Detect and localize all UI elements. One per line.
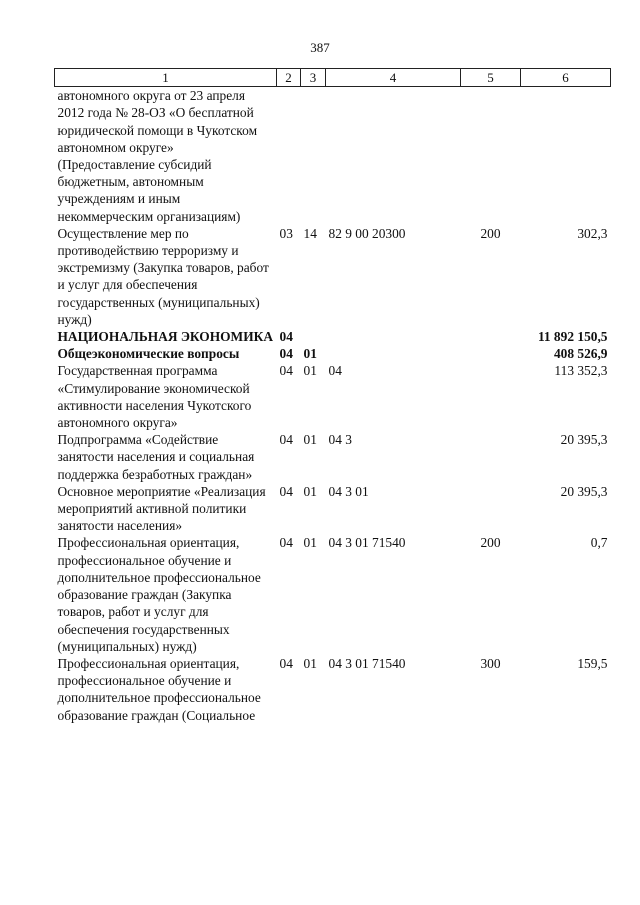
row-amount: 11 892 150,5 (537, 329, 608, 345)
row-amount: 302,3 (577, 225, 608, 241)
row-section: 04 (279, 655, 293, 671)
row-amount: 20 395,3 (560, 432, 608, 448)
row-amount (521, 87, 611, 225)
row-name: Государственная программа «Стимулирование экономической активности населения Чукотского автономного округа» (57, 363, 252, 431)
row-expense-type (461, 431, 521, 483)
row-subsection: 01 (303, 432, 317, 448)
row-section (277, 87, 301, 225)
table-row (55, 483, 611, 535)
row-expense-type (461, 87, 521, 225)
row-name: автономного округа от 23 апреля 2012 года № 28-ОЗ «О бесплатной юридической помощи в Чукотском автономном округе» (Предоставление субсидий бюджетным, автономным учреждениям и иным некоммерческим организациям) (57, 88, 258, 224)
budget-table (54, 68, 611, 724)
row-subsection: 01 (303, 535, 317, 551)
table-row (55, 87, 611, 225)
column-header: 3 (301, 69, 326, 87)
row-subsection: 01 (303, 483, 317, 499)
column-header: 2 (277, 69, 301, 87)
row-expense-type: 200 (480, 535, 501, 551)
row-target-code: 04 3 (328, 432, 352, 448)
row-section: 03 (279, 225, 293, 241)
row-target-code: 04 3 01 71540 (328, 535, 406, 551)
table-header-row (55, 69, 611, 87)
row-target-code: 04 3 01 71540 (328, 655, 406, 671)
row-expense-type (461, 483, 521, 535)
row-subsection: 14 (303, 225, 317, 241)
row-amount: 20 395,3 (560, 483, 608, 499)
row-expense-type: 200 (480, 225, 501, 241)
table-row (55, 362, 611, 431)
row-amount: 113 352,3 (554, 363, 608, 379)
row-section: 04 (279, 346, 293, 362)
row-name: Подпрограмма «Содействие занятости населения и социальная поддержка безработных граждан» (57, 432, 255, 482)
row-amount: 408 526,9 (553, 346, 608, 362)
column-header: 4 (326, 69, 461, 87)
row-expense-type (461, 362, 521, 431)
table-row (55, 328, 611, 345)
row-section: 04 (279, 535, 293, 551)
table-row (55, 431, 611, 483)
row-target-code: 04 (328, 363, 342, 379)
row-target-code: 82 9 00 20300 (328, 225, 406, 241)
row-subsection: 01 (303, 363, 317, 379)
row-target-code (326, 328, 461, 345)
row-name: Основное мероприятие «Реализация мероприятий активной политики занятости населения» (57, 483, 266, 534)
row-name: Профессиональная ориентация, профессиональное обучение и дополнительное профессиональное образование граждан (Закупка товаров, работ и услуг для обеспечения государственных (муниципальных) нужд) (57, 535, 261, 654)
row-target-code (326, 345, 461, 362)
row-amount: 0,7 (590, 535, 608, 551)
row-expense-type (461, 328, 521, 345)
row-section: 04 (279, 363, 293, 379)
row-section: 04 (279, 483, 293, 499)
table-row (55, 655, 611, 724)
page-number: 387 (310, 40, 330, 55)
row-section: 04 (279, 329, 293, 345)
row-expense-type: 300 (480, 655, 501, 671)
table-row (55, 345, 611, 362)
row-expense-type (461, 345, 521, 362)
table-row (55, 534, 611, 654)
row-target-code: 04 3 01 (328, 483, 369, 499)
column-header: 6 (521, 69, 611, 87)
row-subsection: 01 (303, 346, 317, 362)
row-name: Осуществление мер по противодействию терроризму и экстремизму (Закупка товаров, работ и услуг для обеспечения государственных (муниципальных) нужд) (57, 225, 269, 327)
row-name: НАЦИОНАЛЬНАЯ ЭКОНОМИКА (57, 329, 273, 345)
row-subsection (301, 87, 326, 225)
column-header: 5 (461, 69, 521, 87)
column-header: 1 (55, 69, 277, 87)
row-name: Профессиональная ориентация, профессиональное обучение и дополнительное профессиональное образование граждан (Социальное (57, 655, 261, 723)
row-target-code (326, 87, 461, 225)
row-amount: 159,5 (577, 655, 608, 671)
row-section: 04 (279, 432, 293, 448)
table-row (55, 225, 611, 328)
row-name: Общеэкономические вопросы (57, 346, 240, 362)
row-subsection: 01 (303, 655, 317, 671)
row-subsection (301, 328, 326, 345)
